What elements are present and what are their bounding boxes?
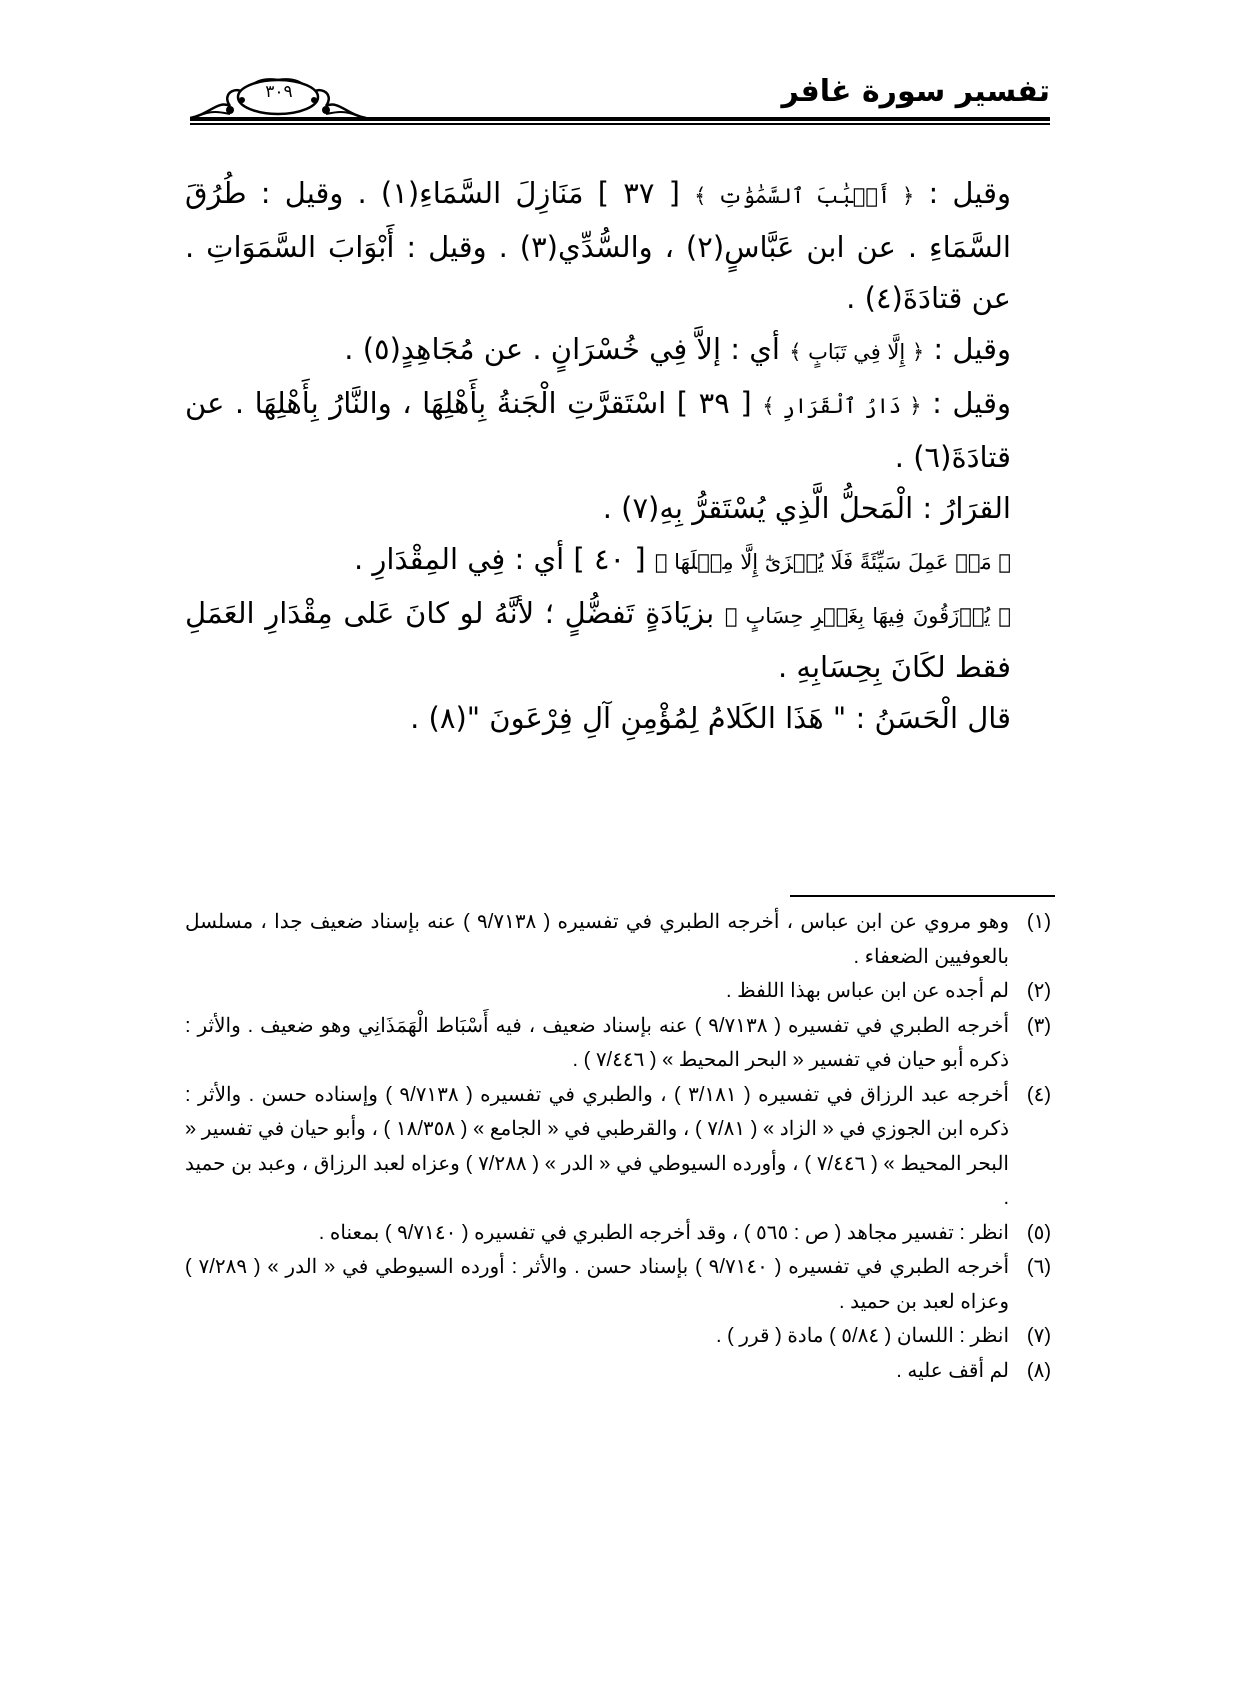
- footnote-number: (٨): [1026, 1359, 1051, 1382]
- quran-verse: ﴿ يُرۡزَقُونَ فِيهَا بِغَيۡرِ حِسَابٍ ﴾: [724, 604, 1011, 628]
- text-run: قال الْحَسَنُ : " هَذَا الكَلامُ لِمُؤْمِنِ آلِ فِرْعَونَ "(٨) .: [410, 701, 1011, 735]
- paragraph: [185, 324, 1051, 378]
- footnote-text: انظر : تفسير مجاهد ( ص : ٥٦٥ ) ، وقد أخرجه الطبري في تفسيره ( ٩/٧١٤٠ ) بمعناه .: [318, 1221, 1009, 1244]
- footnote-text: وهو مروي عن ابن عباس ، أخرجه الطبري في تفسيره ( ٩/٧١٣٨ ) عنه بإسناد ضعيف جدا ، مسلسل بالعوفيين الضعفاء .: [185, 911, 1009, 968]
- quran-verse: ﴿ أَسۡبَٰبَ ٱلسَّمَٰوَٰتِ ﴾: [694, 184, 915, 208]
- footnote-number: (٥): [1026, 1221, 1051, 1244]
- header-rule: [190, 117, 1050, 121]
- footnote: [185, 974, 1051, 1009]
- footnote-text: أخرجه عبد الرزاق في تفسيره ( ٣/١٨١ ) ، والطبري في تفسيره ( ٩/٧١٣٨ ) وإسناده حسن . والأثر : ذكره ابن الجوزي في « الزاد » ( ٧/٨١ ) ، والقرطبي في « الجامع » ( ١٨/٣٥٨ ) ، وأبو حيان في تفسير « البحر المحيط » ( ٧/٤٤٦ ) ، وأورده السيوطي في « الدر » ( ٧/٢٨٨ ) وعزاه لعبد الرزاق ، وعبد بن حميد .: [185, 1083, 1009, 1209]
- paragraph: [185, 534, 1051, 588]
- footnote-number: (٧): [1026, 1325, 1051, 1347]
- text-run: [ ٤٠ ] أي : فِي المِقْدَارِ .: [353, 542, 655, 576]
- footnote-text: أخرجه الطبري في تفسيره ( ٩/٧١٤٠ ) بإسناد حسن . والأثر : أورده السيوطي في « الدر » ( ٧/٢٨٩ ) وعزاه لعبد بن حميد .: [185, 1256, 1010, 1313]
- footnote-text: لم أجده عن ابن عباس بهذا اللفظ .: [726, 980, 1009, 1002]
- paragraph: [185, 378, 1051, 483]
- text-run: أي : إلاَّ فِي خُسْرَانٍ . عن مُجَاهِدٍ(٥) .: [344, 332, 790, 366]
- footnotes: [185, 905, 1051, 1388]
- footnote-number: (٦): [1026, 1256, 1051, 1278]
- paragraph: [185, 693, 1051, 744]
- text-run: وقيل :: [924, 332, 1011, 366]
- footnote-number: (٢): [1026, 980, 1051, 1002]
- text-run: بزيَادَةٍ تَفضُّلٍ ؛ لأنَّهُ لو كانَ عَلى مِقْدَارِ العَمَلِ فقط لكَانَ بِحِسَابِهِ .: [185, 596, 1011, 684]
- footnote-text: لم أقف عليه .: [896, 1359, 1009, 1382]
- paragraph: [185, 483, 1051, 534]
- footnote: [185, 1319, 1051, 1354]
- text-run: [ ٣٧ ] مَنَازِلَ السَّمَاءِ(١) . وقيل : طُرُقَ السَّمَاءِ . عن ابن عَبَّاسٍ(٢) ، والسُّدِّي(٣) . وقيل : أَبْوَابَ السَّمَوَاتِ . عن قتادَةَ(٤) .: [185, 176, 1011, 315]
- paragraph: [185, 588, 1051, 693]
- quran-verse: ﴿ إِلَّا فِي تَبَابٍ ﴾: [789, 340, 925, 364]
- text-run: القرَارُ : الْمَحلُّ الَّذِي يُسْتَقرُّ بِهِ(٧) .: [602, 491, 1011, 525]
- text-run: وقيل :: [914, 176, 1011, 210]
- header-rule-thin: [190, 123, 1050, 125]
- main-text: [185, 168, 1051, 744]
- footnote-text: انظر : اللسان ( ٥/٨٤ ) مادة ( قرر ) .: [715, 1325, 1009, 1347]
- footnote-number: (٤): [1026, 1083, 1051, 1106]
- footnote: [185, 1009, 1051, 1078]
- footnote: [185, 905, 1051, 974]
- footnote: [185, 1216, 1051, 1251]
- footnote: [185, 1078, 1051, 1216]
- quran-verse: ﴿ دَارُ ٱلْقَرَارِ ﴾: [762, 394, 922, 418]
- page-number: ٣٠٩: [265, 82, 293, 102]
- footnote-number: (١): [1026, 911, 1051, 933]
- paragraph: [185, 168, 1051, 324]
- quran-verse: ﴿ مَنۡ عَمِلَ سَيِّئَةً فَلَا يُجۡزَىٰٓ إِلَّا مِثۡلَهَا ﴾: [654, 550, 1011, 574]
- footnote-separator: [790, 895, 1055, 897]
- text-run: [ ٣٩ ] اسْتَقرَّتِ الْجَنةُ بِأَهْلِهَا ، والنَّارُ بِأَهْلِهَا . عن قتادَةَ(٦) .: [185, 386, 1011, 474]
- footnote: [185, 1354, 1051, 1389]
- header-title: تفسير سورة غافر: [781, 74, 1050, 109]
- footnote-number: (٣): [1026, 1014, 1051, 1037]
- text-run: وقيل :: [921, 386, 1011, 420]
- footnote-text: أخرجه الطبري في تفسيره ( ٩/٧١٣٨ ) عنه بإسناد ضعيف ، فيه أَسْبَاط الْهَمَذَانِي وهو ضعيف . والأثر : ذكره أبو حيان في تفسير « البحر المحيط » ( ٧/٤٤٦ ) .: [185, 1014, 1009, 1071]
- page-header: [190, 70, 1050, 130]
- footnote: [185, 1250, 1051, 1319]
